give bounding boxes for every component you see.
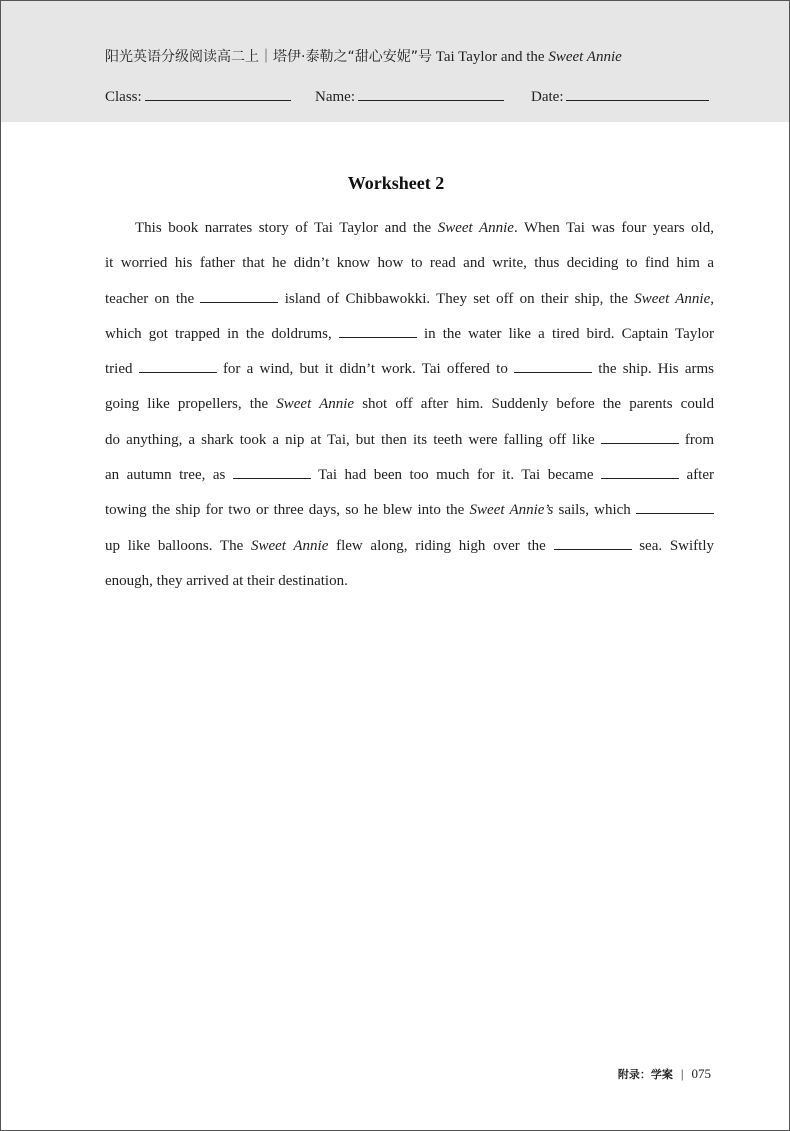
text-segment: shot off after him. Suddenly before the parents could [354,396,714,413]
name-field[interactable] [315,87,504,106]
text-segment: going like propellers, the [105,396,277,413]
text-segment: towing the ship for two or three days, so he blew into the [105,502,470,519]
paragraph-line [105,423,714,458]
text-segment: teacher on the [105,290,201,307]
text-segment: the ship. His arms [592,361,715,378]
header-title-english-italic: Sweet Annie [548,49,622,65]
text-segment: in the water like a tired bird. Captain Taylor [416,325,714,342]
paragraph-line [105,564,714,599]
worksheet-paragraph [105,211,714,599]
paragraph-line [105,282,714,317]
italic-title: Sweet Annie [634,290,711,307]
paragraph-line [105,387,714,422]
paragraph-line [105,493,714,528]
text-segment: enough, they arrived at their destination. [105,572,348,589]
text-segment: it worried his father that he didn’t know how to read and write, thus deciding to find him a [105,255,714,272]
fill-in-blank[interactable] [514,360,592,373]
text-segment: tried [105,361,139,378]
paragraph-line [105,458,714,493]
fill-in-blank[interactable] [139,360,217,373]
text-segment: sea. Swiftly [631,537,714,554]
date-line[interactable] [566,87,709,101]
paragraph-line [105,246,714,281]
fill-in-blank[interactable] [233,466,311,479]
italic-title: Sweet Annie’s [469,502,554,519]
fill-in-blank[interactable] [200,290,278,303]
page-number: 075 [691,1066,711,1081]
text-segment: up like balloons. The [105,537,251,554]
footer-separator: | [680,1066,684,1081]
text-segment: sails, which [553,502,636,519]
fill-in-blank[interactable] [339,325,417,338]
text-segment: an autumn tree, as [105,467,233,484]
text-segment: for a wind, but it didn’t work. Tai offered to [216,361,515,378]
italic-title: Sweet Annie [437,220,514,236]
page-header [1,1,789,122]
date-field[interactable] [531,87,709,106]
text-segment: This book narrates story of Tai Taylor and the [135,220,438,236]
page-footer [618,1066,711,1082]
text-segment: after [679,467,715,484]
header-title-english-prefix: Tai Taylor and the [435,49,545,65]
fill-in-blank[interactable] [601,431,679,444]
text-segment: which got trapped in the doldrums, [105,325,339,342]
italic-title: Sweet Annie [250,537,329,554]
paragraph-line [105,352,714,387]
text-segment: , [710,290,714,307]
class-line[interactable] [145,87,291,101]
text-segment: island of Chibbawokki. They set off on their ship, the [278,290,635,307]
fill-in-blank[interactable] [601,466,679,479]
italic-title: Sweet Annie [276,396,355,413]
class-label: Class: [105,89,142,105]
text-segment: Tai had been too much for it. Tai became [310,467,602,484]
text-segment: . When Tai was four years old, [513,220,714,236]
text-segment: flew along, riding high over the [328,537,554,554]
text-segment: do anything, a shark took a nip at Tai, but then its teeth were falling off like [105,431,601,448]
class-field[interactable] [105,87,291,106]
header-title-english [436,49,622,65]
paragraph-line [105,211,714,246]
text-segment: from [678,431,714,448]
name-label: Name: [315,89,355,105]
name-line[interactable] [358,87,504,101]
header-title-chinese: 阳光英语分级阅读高二上｜塔伊·泰勒之“甜心安妮”号 [105,49,432,65]
paragraph-line [105,529,714,564]
worksheet-title: Worksheet 2 [347,173,445,193]
date-label: Date: [531,89,564,105]
footer-section: 附录：学案 [617,1068,673,1081]
header-title [105,46,622,66]
fill-in-blank[interactable] [554,537,632,550]
fill-in-blank[interactable] [636,501,714,514]
paragraph-line [105,317,714,352]
